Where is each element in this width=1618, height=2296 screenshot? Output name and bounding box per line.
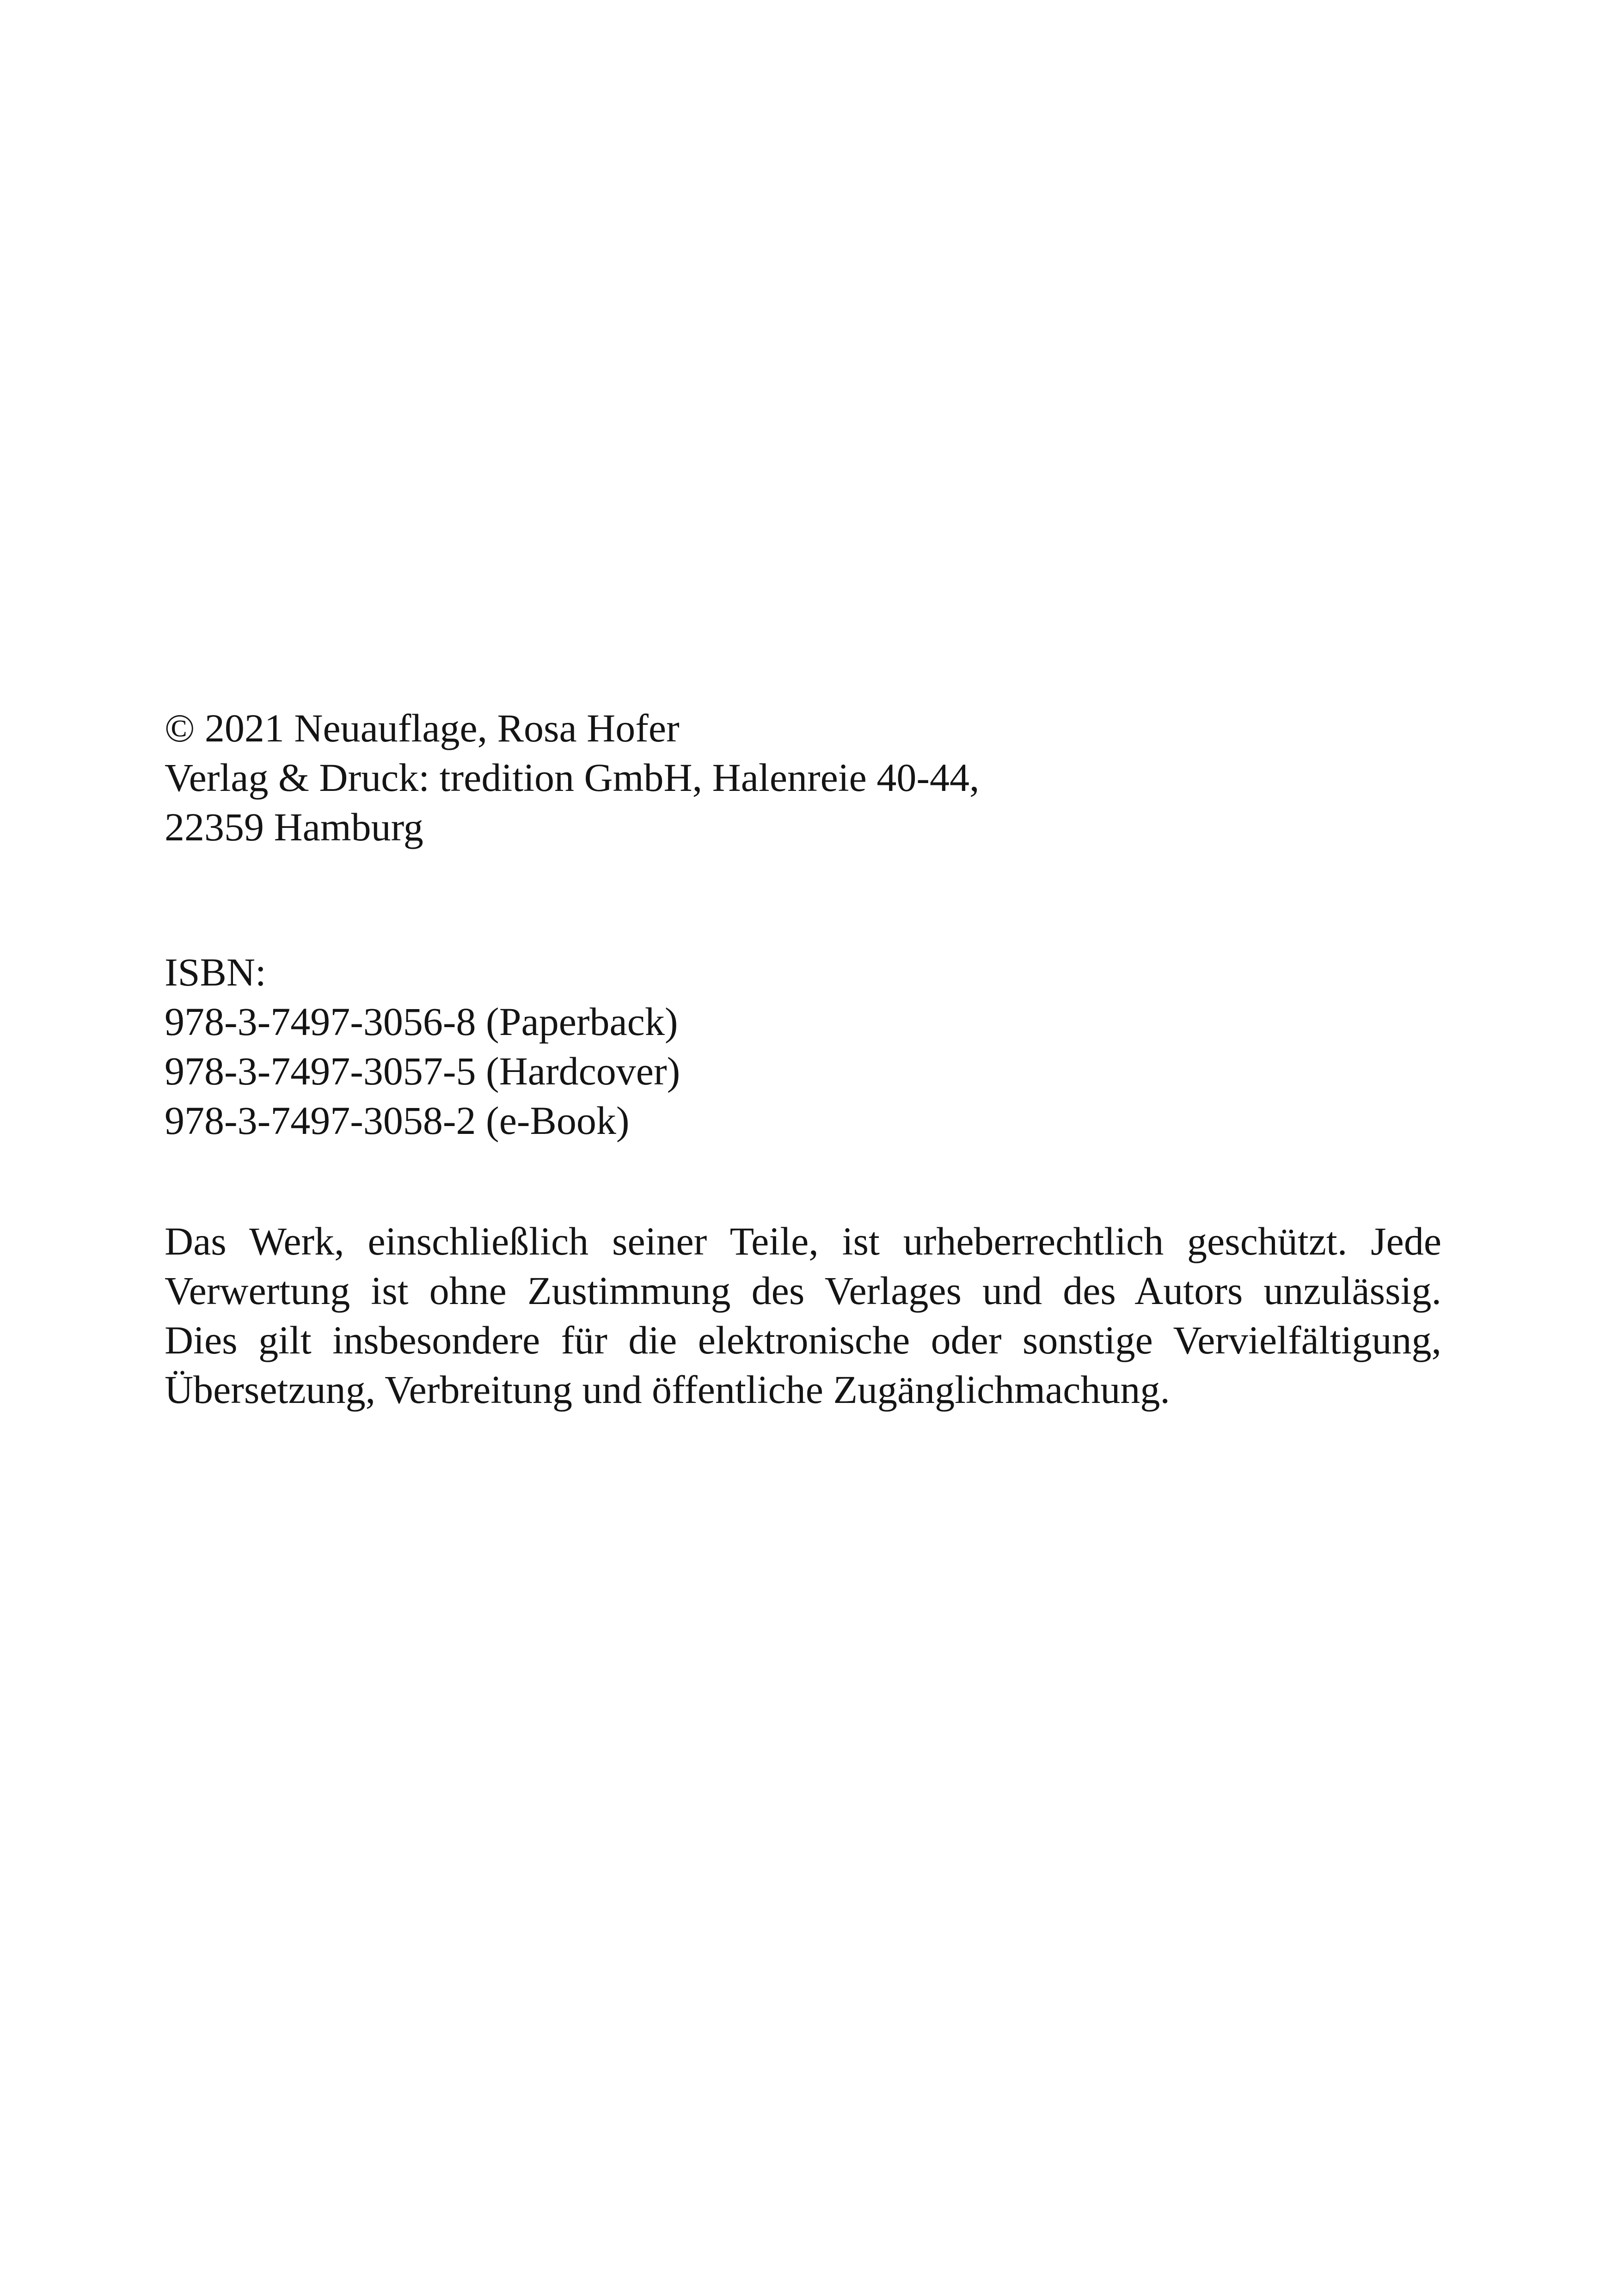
- imprint-block: [165, 704, 980, 852]
- isbn-heading: ISBN:: [165, 950, 266, 994]
- publisher-line: Verlag & Druck: tredition GmbH, Halenreie 40-44,: [165, 755, 980, 800]
- isbn-block: [165, 948, 680, 1145]
- copyright-line: © 2021 Neuauflage, Rosa Hofer: [165, 706, 680, 750]
- legal-line: Dies gilt insbesondere für die elektronische oder sonstige Vervielfältigung,: [165, 1318, 1441, 1362]
- isbn-hardcover: 978-3-7497-3057-5 (Hardcover): [165, 1049, 680, 1093]
- legal-line: Verwertung ist ohne Zustimmung des Verlages und des Autors unzulässig.: [165, 1268, 1441, 1313]
- legal-line: Übersetzung, Verbreitung und öffentliche Zugänglichmachung.: [165, 1367, 1170, 1412]
- copyright-notice: [165, 1217, 1441, 1414]
- isbn-ebook: 978-3-7497-3058-2 (e-Book): [165, 1098, 630, 1143]
- publisher-city-line: 22359 Hamburg: [165, 805, 423, 849]
- isbn-paperback: 978-3-7497-3056-8 (Paperback): [165, 999, 678, 1044]
- legal-line: Das Werk, einschließlich seiner Teile, ist urheberrechtlich geschützt. Jede: [165, 1219, 1441, 1263]
